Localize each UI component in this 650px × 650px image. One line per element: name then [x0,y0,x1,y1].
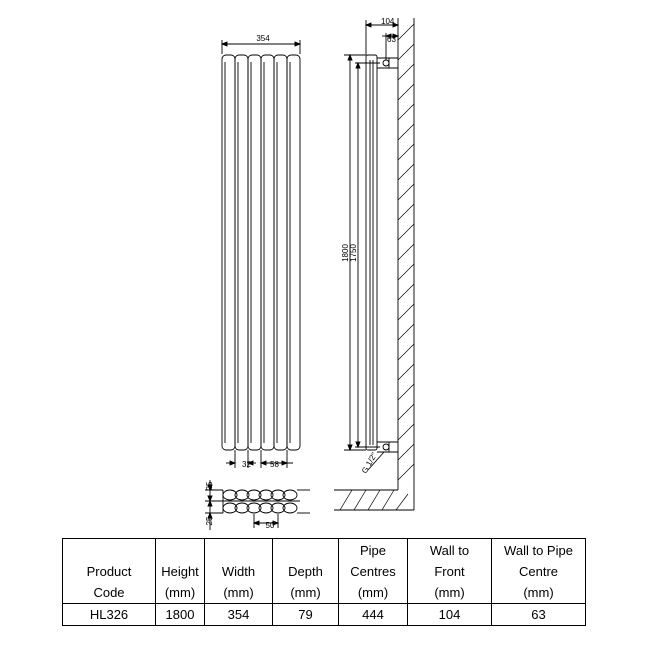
spec-table [62,538,586,626]
table-row [63,604,586,626]
column-pitch-label: 58 [270,460,279,469]
radiator-side-profile [366,55,377,450]
header-wall-to-front: Wall to Front (mm) [408,539,492,604]
header-depth: Depth (mm) [273,539,339,604]
header-wall-to-pipe-centre: Wall to Pipe Centre (mm) [492,539,586,604]
spec-table-header [63,539,586,604]
header-pipe-centres: Pipe Centres (mm) [339,539,408,604]
pipe-centres-label: 1750 [349,244,358,262]
cell-depth: 79 [273,604,339,626]
cell-wall-to-pipe-centre: 63 [492,604,586,626]
height-label: 1800 [341,244,350,262]
cell-pipe-centres: 444 [339,604,408,626]
cell-width: 354 [205,604,273,626]
section-bottom-label: 25 [205,516,214,526]
section-top-label: 25 [205,481,214,491]
column-dimensions [226,450,293,468]
valve-thread-label: G 1/2" [359,451,379,475]
section-view [205,480,310,530]
overall-width-label: 354 [256,34,270,43]
cell-height: 1800 [156,604,205,626]
cell-wall-to-front: 104 [408,604,492,626]
header-height: Height (mm) [156,539,205,604]
cell-product-code: HL326 [63,604,156,626]
header-product-code: Product Code [63,539,156,604]
side-view [334,18,414,510]
wall-to-pipe-centre-label: 63 [387,35,396,44]
radiator-columns [222,55,300,450]
header-width: Width (mm) [205,539,273,604]
section-width-label: 50 [265,521,275,530]
front-view [222,40,300,468]
column-width-label: 32 [242,460,251,469]
wall-to-front-label: 104 [381,17,395,26]
